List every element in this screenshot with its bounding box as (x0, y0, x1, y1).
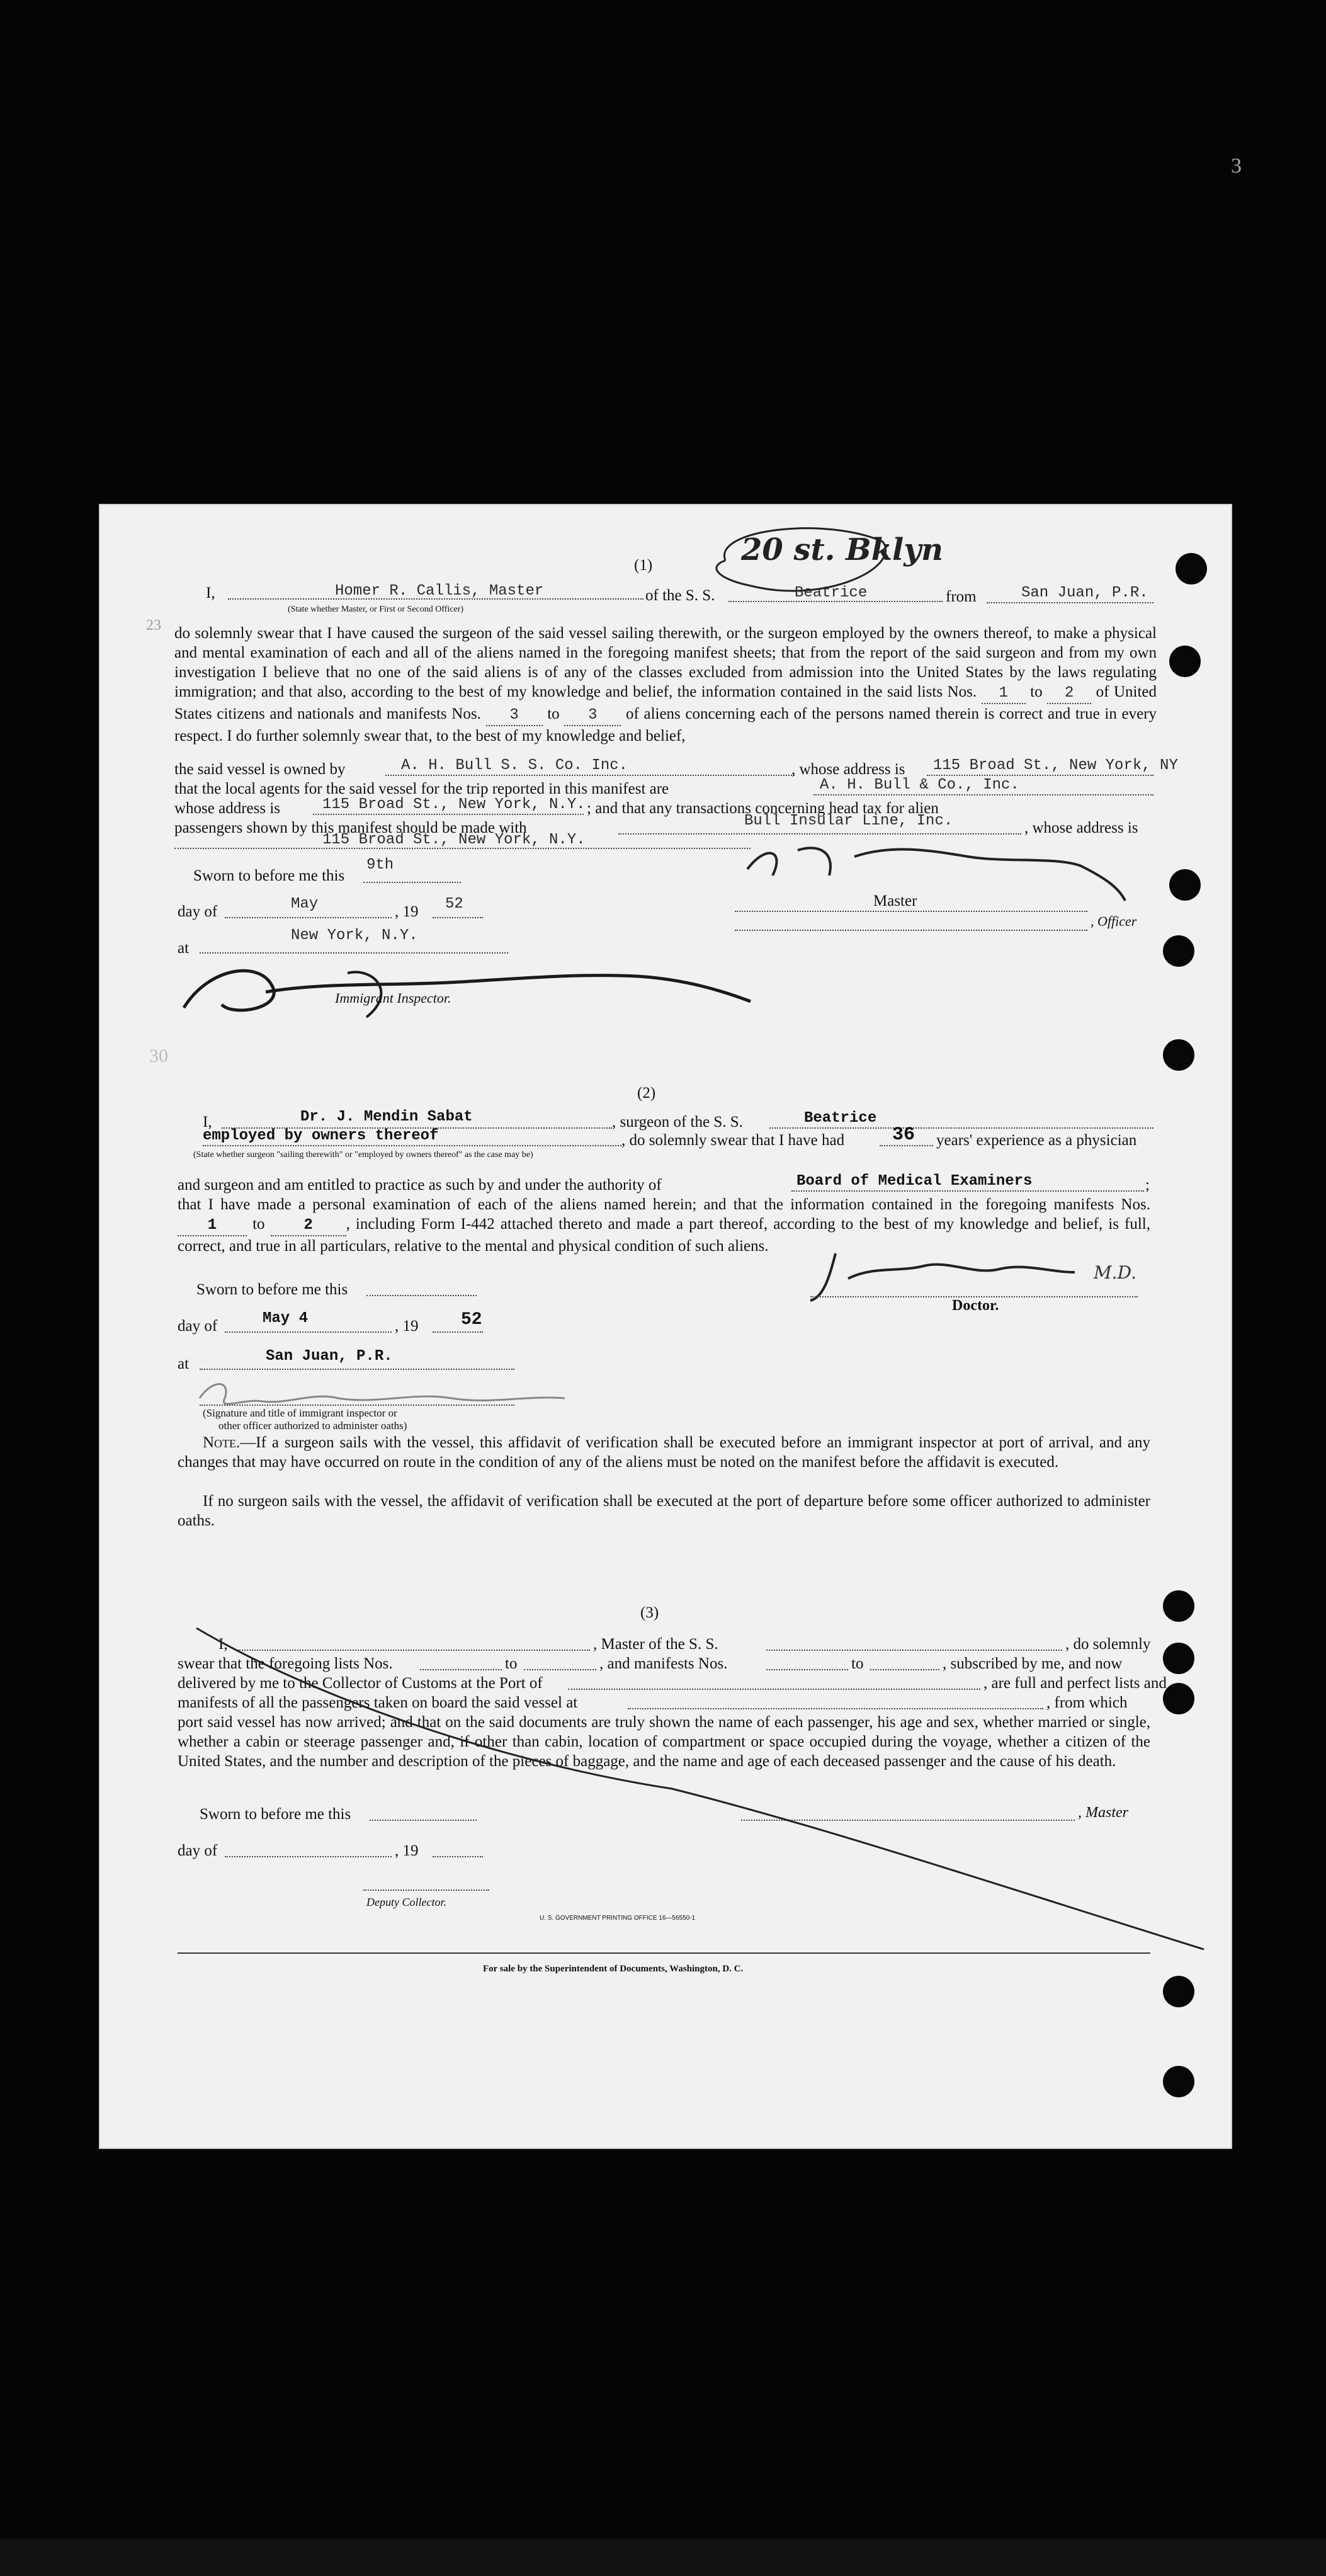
part3-line2-a: swear that the foregoing lists Nos. (178, 1655, 393, 1672)
footer-rule (178, 1952, 1150, 1954)
from-label: from (946, 588, 977, 605)
film-edge (0, 2538, 1326, 2576)
handwritten-note: 20 st. Bklyn (741, 532, 943, 567)
passengers-label: passengers shown by this manifest should be made with (174, 819, 527, 836)
surgeon-year-prefix: , 19 (395, 1318, 419, 1335)
employment-note: (State whether surgeon "sailing therewith" or "employed by owners thereof" as the case may be) (193, 1150, 533, 1160)
authority-text: and surgeon and am entitled to practice as such by and under the authority of (178, 1177, 662, 1194)
agents-name: A. H. Bull & Co., Inc. (820, 777, 1019, 794)
surgeon-date: May 4 (263, 1310, 309, 1327)
agents-address-label: whose address is (174, 800, 281, 817)
employment: employed by owners thereof (203, 1127, 439, 1144)
head-tax-address: 115 Broad St., New York, N.Y. (322, 831, 586, 848)
manifest-from: 3 (486, 705, 543, 726)
agents-line (813, 794, 1153, 795)
part2-body: that I have made a personal examination of each of the aliens named herein; and that the information contained in the foregoing manifests Nos. 1 to 2 , including Form I-442 attached thereto and made a part thereof, according to the best of my knowledge and belief, is full, correct, and true in all particulars, relative to the mental and physical condition of such aliens. (178, 1196, 1150, 1255)
part3-line4-b: , from which (1046, 1694, 1128, 1711)
surgeon-day-of-label: day of (178, 1318, 218, 1335)
signature-note-2: other officer authorized to administer oaths) (218, 1420, 407, 1432)
surgeon-year-line (433, 1331, 483, 1333)
surgeon-name: Dr. J. Mendin Sabat (300, 1108, 473, 1126)
side-mark: 23 (146, 617, 161, 634)
sworn-label: Sworn to before me this (193, 867, 345, 884)
doctor-label: Doctor. (952, 1297, 999, 1314)
month: May (291, 896, 319, 913)
at-label: at (178, 940, 190, 957)
part1-body-a: do solemnly swear that I have caused the surgeon of the said vessel sailing therewith, or the surgeon employed by the owners thereof, to make a physical and mental examination of each and all of the aliens named in the foregoing manifest sheets; that from the report of the said surgeon and from my own investigation I believe that no one of the said aliens is of any of the classes excluded from admission into the United States by the laws regulating immigration; and that also, according to the best of my knowledge and belief, the information contained in the said lists Nos. 1 to 2 of United States citizens and nationals and manifests Nos. 3 to 3 of aliens concerning each of the persons named therein is correct and true in every respect. I do further solemnly swear that, to the best of my knowledge and belief, (174, 625, 1157, 744)
of-ss-label: of the S. S. (645, 587, 715, 604)
sworn-day-line (363, 882, 461, 883)
punch-hole (1163, 1976, 1194, 2007)
part3-master-label: , Master (1078, 1804, 1128, 1821)
part3-line1-b: , Master of the S. S. (593, 1636, 718, 1653)
part2-i-label: I, (203, 1114, 212, 1131)
svg-text:M.D.: M.D. (1094, 1262, 1136, 1283)
part3-line2-e: , subscribed by me, and now (943, 1655, 1123, 1672)
manifest-affidavit-page (99, 504, 1232, 2149)
surgeon-sworn-label: Sworn to before me this (196, 1281, 348, 1298)
years-text: years' experience as a physician (936, 1132, 1137, 1149)
signature-note-1: (Signature and title of immigrant inspector or (203, 1407, 397, 1419)
part3-body: port said vessel has now arrived; and that on the said documents are truly shown the name of each passenger, his age and sex, whether married or single, whether a cabin or steerage passenger and, if other than cabin, location of compartment or space occupied during the voyage, whether a citizen of the United States, and the number and description of the pieces of baggage, and the name and age of each deceased passenger and the cause of his death. (178, 1714, 1150, 1770)
authority-line (791, 1190, 1144, 1192)
part3-line1-c: , do solemnly (1065, 1636, 1151, 1653)
inspector-signature (159, 948, 763, 1030)
owner-address-line (927, 775, 1153, 776)
agents-address-line (313, 814, 584, 815)
cancellation-line (193, 1625, 1213, 1952)
master-signature (728, 831, 1131, 907)
part3-day-of-label: day of (178, 1842, 218, 1859)
day-of-label: day of (178, 903, 218, 920)
note-paragraph: Note.—If a surgeon sails with the vessel, this affidavit of verification shall be executed before an immigrant inspector at port of arrival, and any changes that may have occurred on route in the condition of any of the aliens must be noted on the manifest before the affidavit is executed. (178, 1434, 1150, 1471)
punch-hole (1163, 2066, 1194, 2097)
owner-name: A. H. Bull S. S. Co. Inc. (401, 757, 628, 774)
owner-line (385, 775, 795, 776)
part3-number: (3) (640, 1604, 659, 1621)
month-line (225, 917, 392, 918)
surgeon-date-line (225, 1331, 392, 1333)
surgeon-place: San Juan, P.R. (266, 1348, 393, 1365)
owned-by-label: the said vessel is owned by (174, 761, 346, 778)
part3-line2-d: to (851, 1655, 864, 1672)
part2-number: (2) (637, 1085, 656, 1102)
master-note: (State whether Master, or First or Second Officer) (288, 605, 464, 614)
year: 52 (445, 896, 463, 913)
side-mark: 30 (149, 1046, 168, 1066)
master-signature-line (735, 911, 1087, 912)
part3-line1-a: I, (218, 1636, 228, 1653)
year-line (433, 917, 483, 918)
surgeon-at-label: at (178, 1355, 190, 1372)
surgeon-of-label: , surgeon of the S. S. (612, 1114, 743, 1131)
note-paragraph-2: If no surgeon sails with the vessel, the affidavit of verification shall be executed at the port of departure before some officer authorized to administer oaths. (178, 1493, 1150, 1529)
owner-address: 115 Broad St., New York, NY (933, 757, 1178, 774)
part3-line2-b: to (505, 1655, 518, 1672)
officer-label: , Officer (1091, 913, 1137, 929)
surgeon-manifest-to: 2 (271, 1216, 346, 1236)
punch-hole (1169, 869, 1201, 901)
port-line (987, 602, 1153, 603)
punch-hole (1176, 553, 1207, 584)
part1-i-label: I, (206, 584, 215, 601)
agents-address: 115 Broad St., New York, N.Y. (322, 796, 586, 813)
corner-mark: 3 (1231, 154, 1242, 178)
surgeon-sworn-line (366, 1295, 477, 1296)
head-tax-party: Bull Insular Line, Inc. (744, 812, 953, 829)
oath-officer-line (200, 1405, 514, 1406)
part3-line2-c: , and manifests Nos. (599, 1655, 728, 1672)
master-title: Master (873, 892, 917, 909)
head-tax-address-label: , whose address is (1024, 819, 1138, 836)
part3-year-prefix: , 19 (395, 1842, 419, 1859)
part3-sworn-label: Sworn to before me this (200, 1806, 351, 1823)
departure-port: San Juan, P.R. (1021, 584, 1148, 601)
punch-hole (1163, 1039, 1194, 1071)
agents-label: that the local agents for the said vessel for the trip reported in this manifest are (174, 780, 669, 797)
year-prefix: , 19 (395, 903, 419, 920)
lists-to: 2 (1047, 683, 1091, 704)
place: New York, N.Y. (291, 927, 418, 944)
authority-semicolon: ; (1145, 1177, 1150, 1194)
master-name: Homer R. Callis, Master (335, 583, 544, 600)
surgeon-vessel: Beatrice (804, 1110, 877, 1127)
owner-address-label: , whose address is (791, 761, 905, 778)
vessel-name: Beatrice (795, 584, 868, 601)
employment-line (203, 1145, 621, 1146)
officer-line (735, 930, 1087, 931)
head-tax-text: ; and that any transactions concerning head tax for alien (587, 800, 939, 817)
deputy-label: Deputy Collector. (366, 1896, 446, 1908)
sworn-day: 9th (366, 857, 394, 874)
footer-text: For sale by the Superintendent of Documents, Washington, D. C. (483, 1964, 744, 1974)
years: 36 (892, 1124, 915, 1146)
surgeon-vessel-line (769, 1127, 1153, 1129)
punch-hole (1163, 1590, 1194, 1622)
printing-office: U. S. GOVERNMENT PRINTING OFFICE 16—56550-1 (540, 1915, 696, 1922)
part1-number: (1) (634, 557, 653, 574)
surgeon-manifest-from: 1 (178, 1216, 247, 1236)
surgeon-place-line (200, 1369, 514, 1370)
punch-hole (1169, 646, 1201, 677)
part3-line3-a: delivered by me to the Collector of Customs at the Port of (178, 1675, 543, 1692)
swear-text: , do solemnly swear that I have had (621, 1132, 845, 1149)
part3-line4-a: manifests of all the passengers taken on board the said vessel at (178, 1694, 578, 1711)
part3-line3-b: , are full and perfect lists and (983, 1675, 1167, 1692)
surgeon-year: 52 (461, 1310, 482, 1330)
manifest-to: 3 (564, 705, 621, 726)
punch-hole (1163, 935, 1194, 967)
inspector-label: Immigrant Inspector. (335, 990, 451, 1006)
lists-from: 1 (982, 683, 1026, 704)
authority: Board of Medical Examiners (796, 1173, 1033, 1190)
